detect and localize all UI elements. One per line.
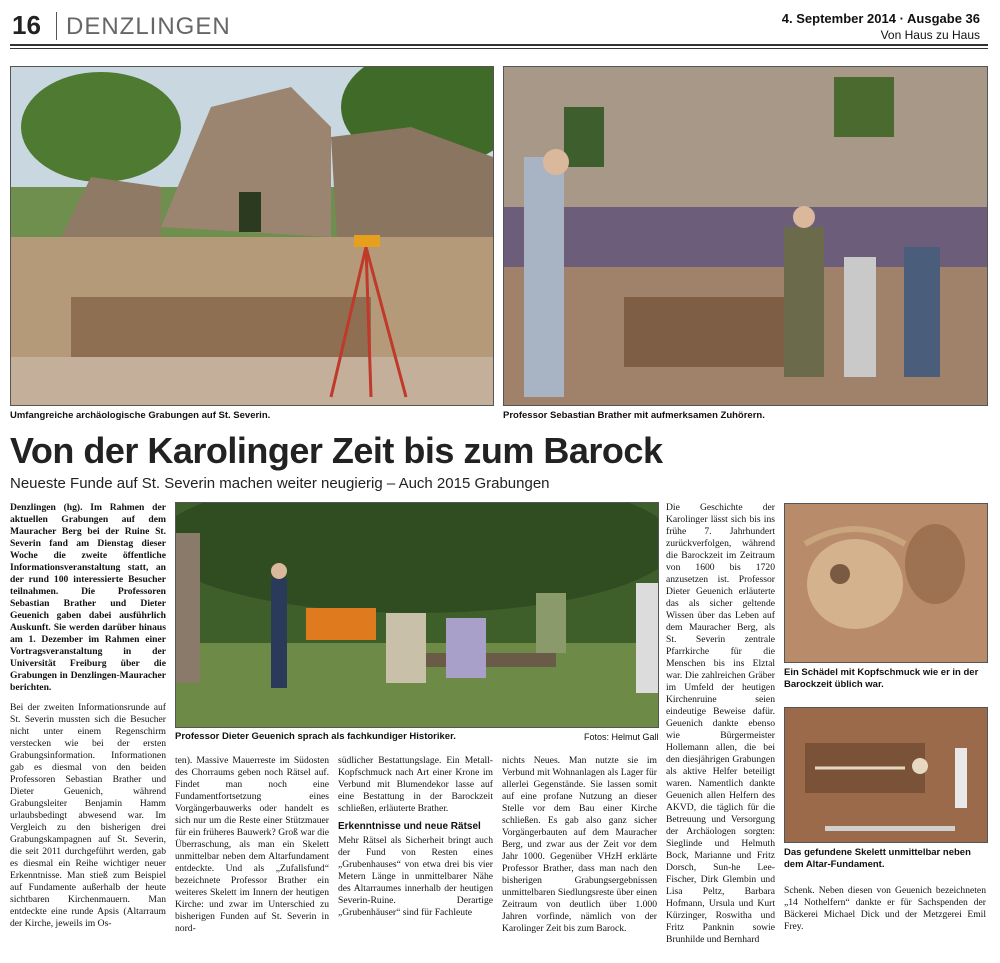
- skull-photo-caption: Ein Schädel mit Kopfschmuck wie er in der Barockzeit üblich war.: [784, 667, 979, 690]
- article-column-6: [784, 885, 986, 955]
- excavation-photo-caption: Umfangreiche archäologische Grabungen auf St. Severin.: [10, 410, 271, 421]
- article-column-2: [175, 755, 329, 955]
- header-rule: [10, 44, 988, 46]
- article-paragraph: Die Geschichte der Karolinger lässt sich bis ins frühe 7. Jahrhundert zurückverfolgen, während die Barockzeit im Zeitraum von 1600 bis 1720 anzusetzen ist. Professor Dieter Geuenich erläuterte das als sicher geltende Wissen über das Leben auf dem Mauracher Berg, als St. Severin zentrale Pfarrkirche für die Menschen bis ins Elztal war. Die zahlreichen Gräber im Umfeld der heutigen Kirchenruine seien eindeutige Beweise dafür. Geuenich dankte ebenso wie Bürgermeister Hollemann allen, die bei den diesjährigen Grabungen als aktive Helfer beteiligt waren. Namentlich dankte Geuenich allen Helfern des AKVD, die täglich für die Betreuung und Versorgung der Archäologen sorgten: Sieglinde und Helmuth Bock, Marianne und Fritz Dorsch, Sun-he Lee-Fischer, Dirk Glembin und Lisa Peltz, Barbara Hofmann, Ursula und Kurt Kürzinger, Roswitha und Fritz Panknin sowie Brunhilde und Bernhard: [666, 502, 775, 945]
- article-column-3: [338, 755, 493, 955]
- article-column-1: [10, 502, 166, 952]
- section-title: DENZLINGEN: [66, 13, 231, 40]
- article-subheadline: Neueste Funde auf St. Severin machen weiter neugierig – Auch 2015 Grabungen: [10, 475, 550, 492]
- header-rule-thin: [10, 48, 988, 49]
- article-subheading: Erkenntnisse und neue Rätsel: [338, 821, 481, 832]
- article-paragraph: Mehr Rätsel als Sicherheit bringt auch der Fund von Resten eines „Grubenhauses“ von etwa drei bis vier Metern Länge in unmittelbarer Nähe des Altarraumes innerhalb der heutigen Severin-Ruine. Derartige „Grubenhäuser“ sind für Fachleute: [338, 835, 493, 918]
- excavation-photo: [10, 66, 494, 406]
- article-paragraph: südlicher Bestattungslage. Ein Metall-Kopfschmuck nach Art einer Krone im Verbund mit Blumendekor lasse auf eine Bestattung in der Barockzeit schließen, erläuterte Brather.: [338, 755, 493, 814]
- lecture-photo: [175, 502, 659, 728]
- issue-date: 4. September 2014 · Ausgabe 36: [781, 11, 980, 26]
- lecture-photo-caption: Professor Dieter Geuenich sprach als fachkundiger Historiker.: [175, 731, 456, 742]
- article-paragraph: nichts Neues. Man nutzte sie im Verbund mit Wohnanlagen als Lager für allerlei Gegenstände. Sie lassen somit auf eine profane Nutzung an dieser Stelle vor dem Bau einer Kirche schließen. Es gab also ganz sicher Vorgängerbauten auf dem Mauracher Berg, und zwar aus der Zeit vor dem Jahr 1000. Gegenüber VHzH erklärte Professor Brather, dass man nach den bisherigen Grabungsergebnissen unmittelbaren Siedlungsreste über einen Zeitraum von deutlich über 1.000 Jahren vorfinde, nämlich von der Karolinger Zeit bis zum Barock.: [502, 755, 657, 934]
- skeleton-photo: [784, 707, 988, 843]
- article-column-4: [502, 755, 657, 955]
- article-paragraph: Bei der zweiten Informationsrunde auf St. Severin mussten sich die Besucher nicht unter einem Regenschirm verstecken wie bei der ersten Grabungsinformation. Informationen gab es diesmal von den beiden Professoren Sebastian Brather und Dieter Geuenich, während Grabungsleiter Benjamin Hamm urlaubsbedingt abwesend war. Im Vergleich zu den bisherigen drei Grabungskampagnen auf St. Severin, die seit 2011 durchgeführt werden, gab es diesmal ein Reihe wichtiger neuer Erkenntnisse. Man stieß zum Beispiel auf Fundamente außerhalb der heute sichtbaren Kirchenmauern. Man entdeckte eine runde Apsis (Altarraum der Kirche, jeweils im Os-: [10, 702, 166, 929]
- page-number: 16: [12, 10, 41, 40]
- article-paragraph: ten). Massive Mauerreste im Südosten des Chorraums geben noch Rätsel auf. Findet man noch eine Fundamentfortsetzung eines Vorgängerbauwerks oder handelt es sich nur um die Reste einer Stützmauer für ein früheres Bauwerk? Groß war die Überraschung, als man ein Skelett unmittelbar neben dem Altarfundament entdeckte. Und als „Zufallsfund“ bezeichnete Professor Brather ein weiteres Skelett im Innern der heutigen Kirche: und zwar im Unterschied zu bisherigen Funden auf St. Severin in nord-: [175, 755, 329, 934]
- skull-photo: [784, 503, 988, 663]
- article-headline: Von der Karolinger Zeit bis zum Barock: [10, 430, 663, 471]
- article-lead: Denzlingen (hg). Im Rahmen der aktuellen Grabungen auf dem Mauracher Berg bei der Ruine St. Severin fand am Dienstag dieser Woche die zweite öffentliche Informationsveranstaltung statt, an der rund 100 interessierte Besucher teilnahmen. Die Professoren Sebastian Brather und Dieter Geuenich gaben dabei ausführlich Auskunft. Sie werden darüber hinaus am 1. Dezember im Rahmen einer Vortragsveranstaltung in der Universität Freiburg über die Grabungen in Denzlingen-Mauracher berichten.: [10, 502, 166, 693]
- crowd-photo-caption: Professor Sebastian Brather mit aufmerksamen Zuhörern.: [503, 410, 765, 421]
- article-column-5: [666, 502, 775, 955]
- crowd-photo: [503, 66, 988, 406]
- photo-credit: Fotos: Helmut Gall: [584, 732, 659, 742]
- publication-tagline: Von Haus zu Haus: [880, 28, 980, 42]
- skeleton-photo-caption: Das gefundene Skelett unmittelbar neben dem Altar-Fundament.: [784, 847, 971, 870]
- article-paragraph: Schenk. Neben diesen von Geuenich bezeichneten „14 Nothelfern“ dankte er für Sachspenden der Bäckerei Michael Dick und der Metzgerei Emil Frey.: [784, 885, 986, 932]
- header-divider: [56, 12, 57, 40]
